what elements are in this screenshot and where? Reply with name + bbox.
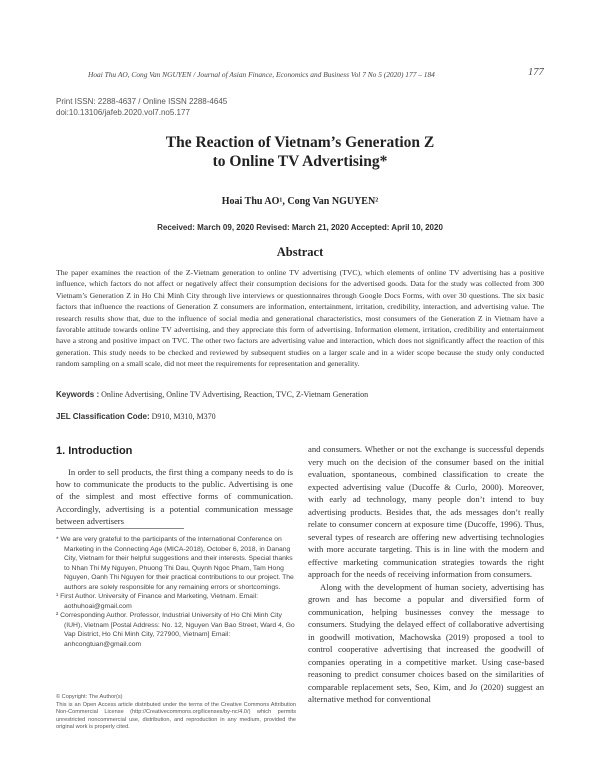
intro-right-column [308, 443, 544, 706]
footnote-divider [56, 528, 184, 529]
jel-label: JEL Classification Code: [56, 412, 150, 421]
intro-paragraph-1: In order to sell products, the first thing a company needs to do is how to communicate the products to the public. Advertising is one of the simplest and most effective forms of communication. Accordingly, advertising is a potential communication message between advertisers [56, 467, 293, 526]
jel-line [56, 412, 544, 421]
intro-paragraph-2: and consumers. Whether or not the exchange is successful depends very much on the decision of the consumer based on the initial evaluation, spontaneous, combined classification to create the expected advertising value (Ducoffe & Curlo, 2000). Moreover, with early ad technology, many people don’t intend to buy advertising products. Besides that, the ads messages don’t really relate to consumer concern at exposure time (Ducoffe, 1996). Thus, several types of research are offering new advertising technologies with more accurate targeting. This is in line with the modern and effective marketing communication strategies towards the right approach for the needs of receiving information from consumers. [308, 444, 544, 579]
footnote-first-author: ¹ First Author. University of Finance and Marketing, Vietnam. Email: aothuhoai@gmail.com [56, 593, 258, 610]
abstract-text: The paper examines the reaction of the Z-Vietnam generation to online TV advertising (TVC), which elements of online TV advertising has a positive influence, which factors do not affect or negatively affect their consumption decisions for the advertised goods. Data for the study was collected from 300 Vietnam’s Generation Z in Ho Chi Minh City through live interviews or questionnaires through Google Docs Forms, with over 30 questions. The six basic factors that influence the reactions of Generation Z consumers are information, entertainment, irritation, credibility, interaction, and advertising value. The research results show that, due to the influence of social media and generational characteristics, most consumers of the Generation Z in Vietnam have a favorable attitude towards online TV advertising, and they appreciate this form of advertising. Information element, irritation, credibility and entertainment have a strong and positive impact on TVC. The other two factors are advertising value and interaction, which does not significantly affect the reaction of this generation. This study needs to be checked and reviewed by subsequent studies on a larger scale and in a wider scope because the study only conducted random sampling on a small scale, did not meet the requirements for representation and generality. [56, 268, 544, 369]
copyright-line: © Copyright: The Author(s) [56, 694, 123, 700]
page-number: 177 [528, 67, 544, 78]
issn-line: Print ISSN: 2288-4637 / Online ISSN 2288-4645 [56, 97, 228, 106]
keywords-label: Keywords : [56, 390, 100, 399]
license-text: This is an Open Access article distributed under the terms of the Creative Commons Attribution Non-Commercial License (http://Creativecommons.org/licenses/by-nc/4.0/) which permits unrestricted noncommercial use, distribution, and reproduction in any medium, provided the original work is properly cited. [56, 701, 296, 731]
footnotes [56, 535, 296, 649]
jel-text: D910, M310, M370 [149, 412, 216, 421]
author-list: Hoai Thu AO¹, Cong Van NGUYEN² [221, 196, 379, 207]
section-heading-introduction: 1. Introduction [56, 445, 133, 457]
submission-dates: Received: March 09, 2020 Revised: March 21, 2020 Accepted: April 10, 2020 [157, 223, 443, 232]
keywords-line [56, 390, 544, 399]
copyright-notice [56, 694, 296, 732]
intro-paragraph-3: Along with the development of human society, advertising has grown and has become a popular and diversified form of communication, helping businesses convey the message to consumers. Studying the delayed effect of collaborative advertising in goodwill motivation, Machowska (2019) proposed a tool to control cooperative advertising that increased the goodwill of companies operating in a competitive market. Using case-based reasoning to predict consumer choices based on the similarities of comparable replacement sets, Seo, Kim, and Jo (2020) suggest an alternative method for conventional [308, 581, 544, 704]
keywords-text: Online Advertising, Online TV Advertising, Reaction, TVC, Z-Vietnam Generation [99, 390, 369, 399]
intro-left-column [56, 466, 293, 527]
doi-line: doi:10.13106/jafeb.2020.vol7.no5.177 [56, 108, 190, 117]
footnote-corresponding-author: ² Corresponding Author. Professor, Industrial University of Ho Chi Minh City (IUH), Vietnam [Postal Address: No. 12, Nguyen Van Bao Street, Ward 4, Go Vap District, Ho Chi Minh City, 727900, Vietnam] Email: anhcongtuan@gmail.com [56, 612, 295, 648]
abstract-heading: Abstract [276, 245, 324, 259]
running-header: Hoai Thu AO, Cong Van NGUYEN / Journal of Asian Finance, Economics and Business Vol 7 No 5 (2020) 177 – 184 [88, 70, 435, 79]
footnote-acknowledgement: * We are very grateful to the participants of the International Conference on Marketing in the Connecting Age (MICA-2018), October 6, 2018, in Danang City, Vietnam for their helpful suggestions and their interests. Special thanks to Nhan Thi My Nguyen, Phuong Thi Dau, Quynh Ngoc Pham, Tam Hong Nguyen, Oanh Thi Nguyen for their practical contributions to our project. The authors are solely responsible for any remaining errors or shortcomings. [56, 536, 294, 591]
paper-title [56, 133, 544, 171]
title-line-1: The Reaction of Vietnam’s Generation Z [165, 134, 435, 151]
title-line-2: to Online TV Advertising* [212, 153, 388, 170]
